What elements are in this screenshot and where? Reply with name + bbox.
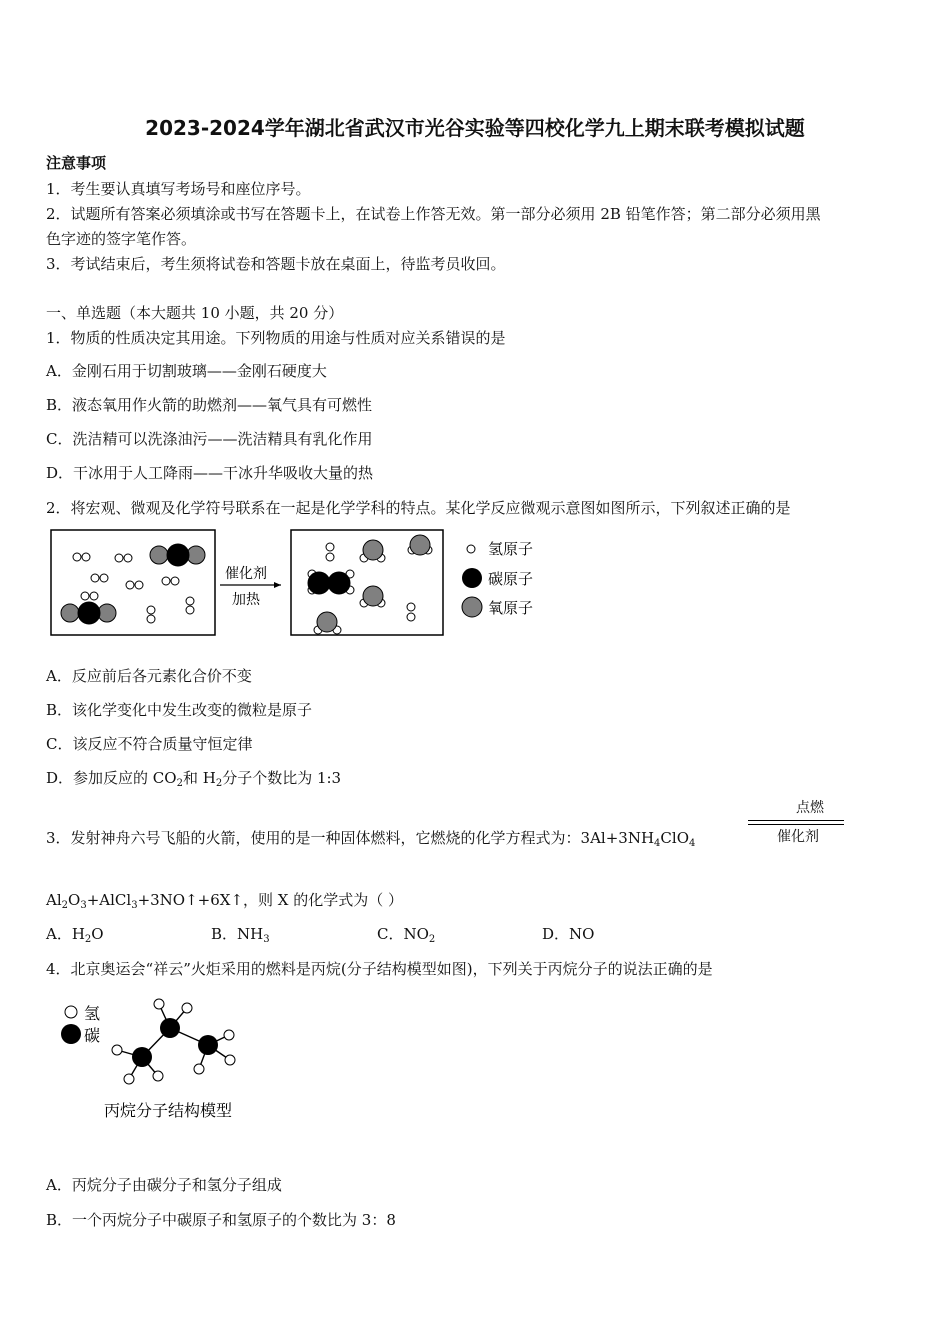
propane-legend-carbon: 碳: [84, 1026, 101, 1045]
q4-option-a: A．丙烷分子由碳分子和氢分子组成: [46, 1176, 282, 1194]
q2-option-d: D．参加反应的 $CO_2$和 $H_2$分子个数比为 1:3: [46, 769, 342, 789]
q4-option-b: B．一个丙烷分子中碳原子和氢原子的个数比为 3：8: [46, 1211, 396, 1229]
reactant-molecules: [61, 544, 205, 624]
question-3-line2: $Al_2O_3+AlCl_3+3NO↑+6X↑$，则 X 的化学式为（ ）: [46, 891, 404, 911]
q3-option-c: C．$NO_2$: [377, 925, 436, 945]
arrow-bottom-label: 加热: [232, 592, 260, 608]
equation-line-upper: [748, 820, 844, 821]
q3-option-d: D．NO: [542, 925, 595, 943]
q3-option-b: B．$NH_3$: [211, 925, 270, 945]
question-3-stem: 3．发射神舟六号飞船的火箭，使用的是一种固体燃料，它燃烧的化学方程式为：$3Al+3NH_4ClO_4$: [46, 829, 696, 849]
reaction-diagram: [48, 527, 548, 642]
legend-oxygen: 氧原子: [488, 599, 534, 617]
q3-option-a: A．$H_2O$: [46, 925, 104, 945]
notice-item: 1．考生要认真填写考场号和座位序号。: [46, 180, 311, 198]
q2-option-c: C．该反应不符合质量守恒定律: [46, 735, 253, 753]
notice-item: 2．试题所有答案必须填涂或书写在答题卡上，在试卷上作答无效。第一部分必须用 2B 铅笔作答；第二部分必须用黑: [46, 205, 821, 223]
q2-option-b: B．该化学变化中发生改变的微粒是原子: [46, 701, 313, 719]
condition-top: 点燃: [796, 800, 824, 816]
equation-line-lower: [748, 824, 844, 825]
section-heading: 一、单选题（本大题共 10 小题，共 20 分）: [46, 304, 344, 322]
arrow-top-label: 催化剂: [225, 566, 267, 582]
q1-option-c: C．洗洁精可以洗涤油污——洗洁精具有乳化作用: [46, 430, 373, 448]
legend-carbon: 碳原子: [488, 570, 534, 588]
propane-caption: 丙烷分子结构模型: [104, 1101, 233, 1120]
q1-option-a: A．金刚石用于切割玻璃——金刚石硬度大: [46, 362, 327, 380]
question-4-stem: 4．北京奥运会“祥云”火炬采用的燃料是丙烷(分子结构模型如图)，下列关于丙烷分子的说法正确的是: [46, 960, 713, 978]
product-molecules: [308, 535, 432, 634]
oxygen-legend-icon: [462, 597, 482, 617]
propane-legend-hydrogen: 氢: [84, 1004, 101, 1023]
q1-option-b: B．液态氧用作火箭的助燃剂——氧气具有可燃性: [46, 396, 373, 414]
notice-item: 色字迹的签字笔作答。: [46, 230, 197, 248]
propane-model: [56, 992, 266, 1127]
question-1-stem: 1．物质的性质决定其用途。下列物质的用途与性质对应关系错误的是: [46, 329, 506, 347]
reaction-arrow-head: [274, 582, 281, 588]
condition-bottom: 催化剂: [777, 829, 819, 845]
q1-option-d: D．干冰用于人工降雨——干冰升华吸收大量的热: [46, 464, 374, 482]
legend-hydrogen: 氢原子: [488, 540, 534, 558]
propane-carbons: [132, 1018, 218, 1067]
hydrogen-legend-icon: [467, 545, 475, 553]
page-title: 2023-2024学年湖北省武汉市光谷实验等四校化学九上期末联考模拟试题: [145, 116, 805, 140]
notice-item: 3．考试结束后，考生须将试卷和答题卡放在桌面上，待监考员收回。: [46, 255, 506, 273]
propane-hydrogen-legend-icon: [65, 1006, 77, 1018]
q2-option-a: A．反应前后各元素化合价不变: [46, 667, 252, 685]
propane-carbon-legend-icon: [61, 1024, 81, 1044]
question-2-stem: 2．将宏观、微观及化学符号联系在一起是化学学科的特点。某化学反应微观示意图如图所示，下列叙述正确的是: [46, 499, 791, 517]
carbon-legend-icon: [462, 568, 482, 588]
notice-heading: 注意事项: [46, 154, 107, 172]
